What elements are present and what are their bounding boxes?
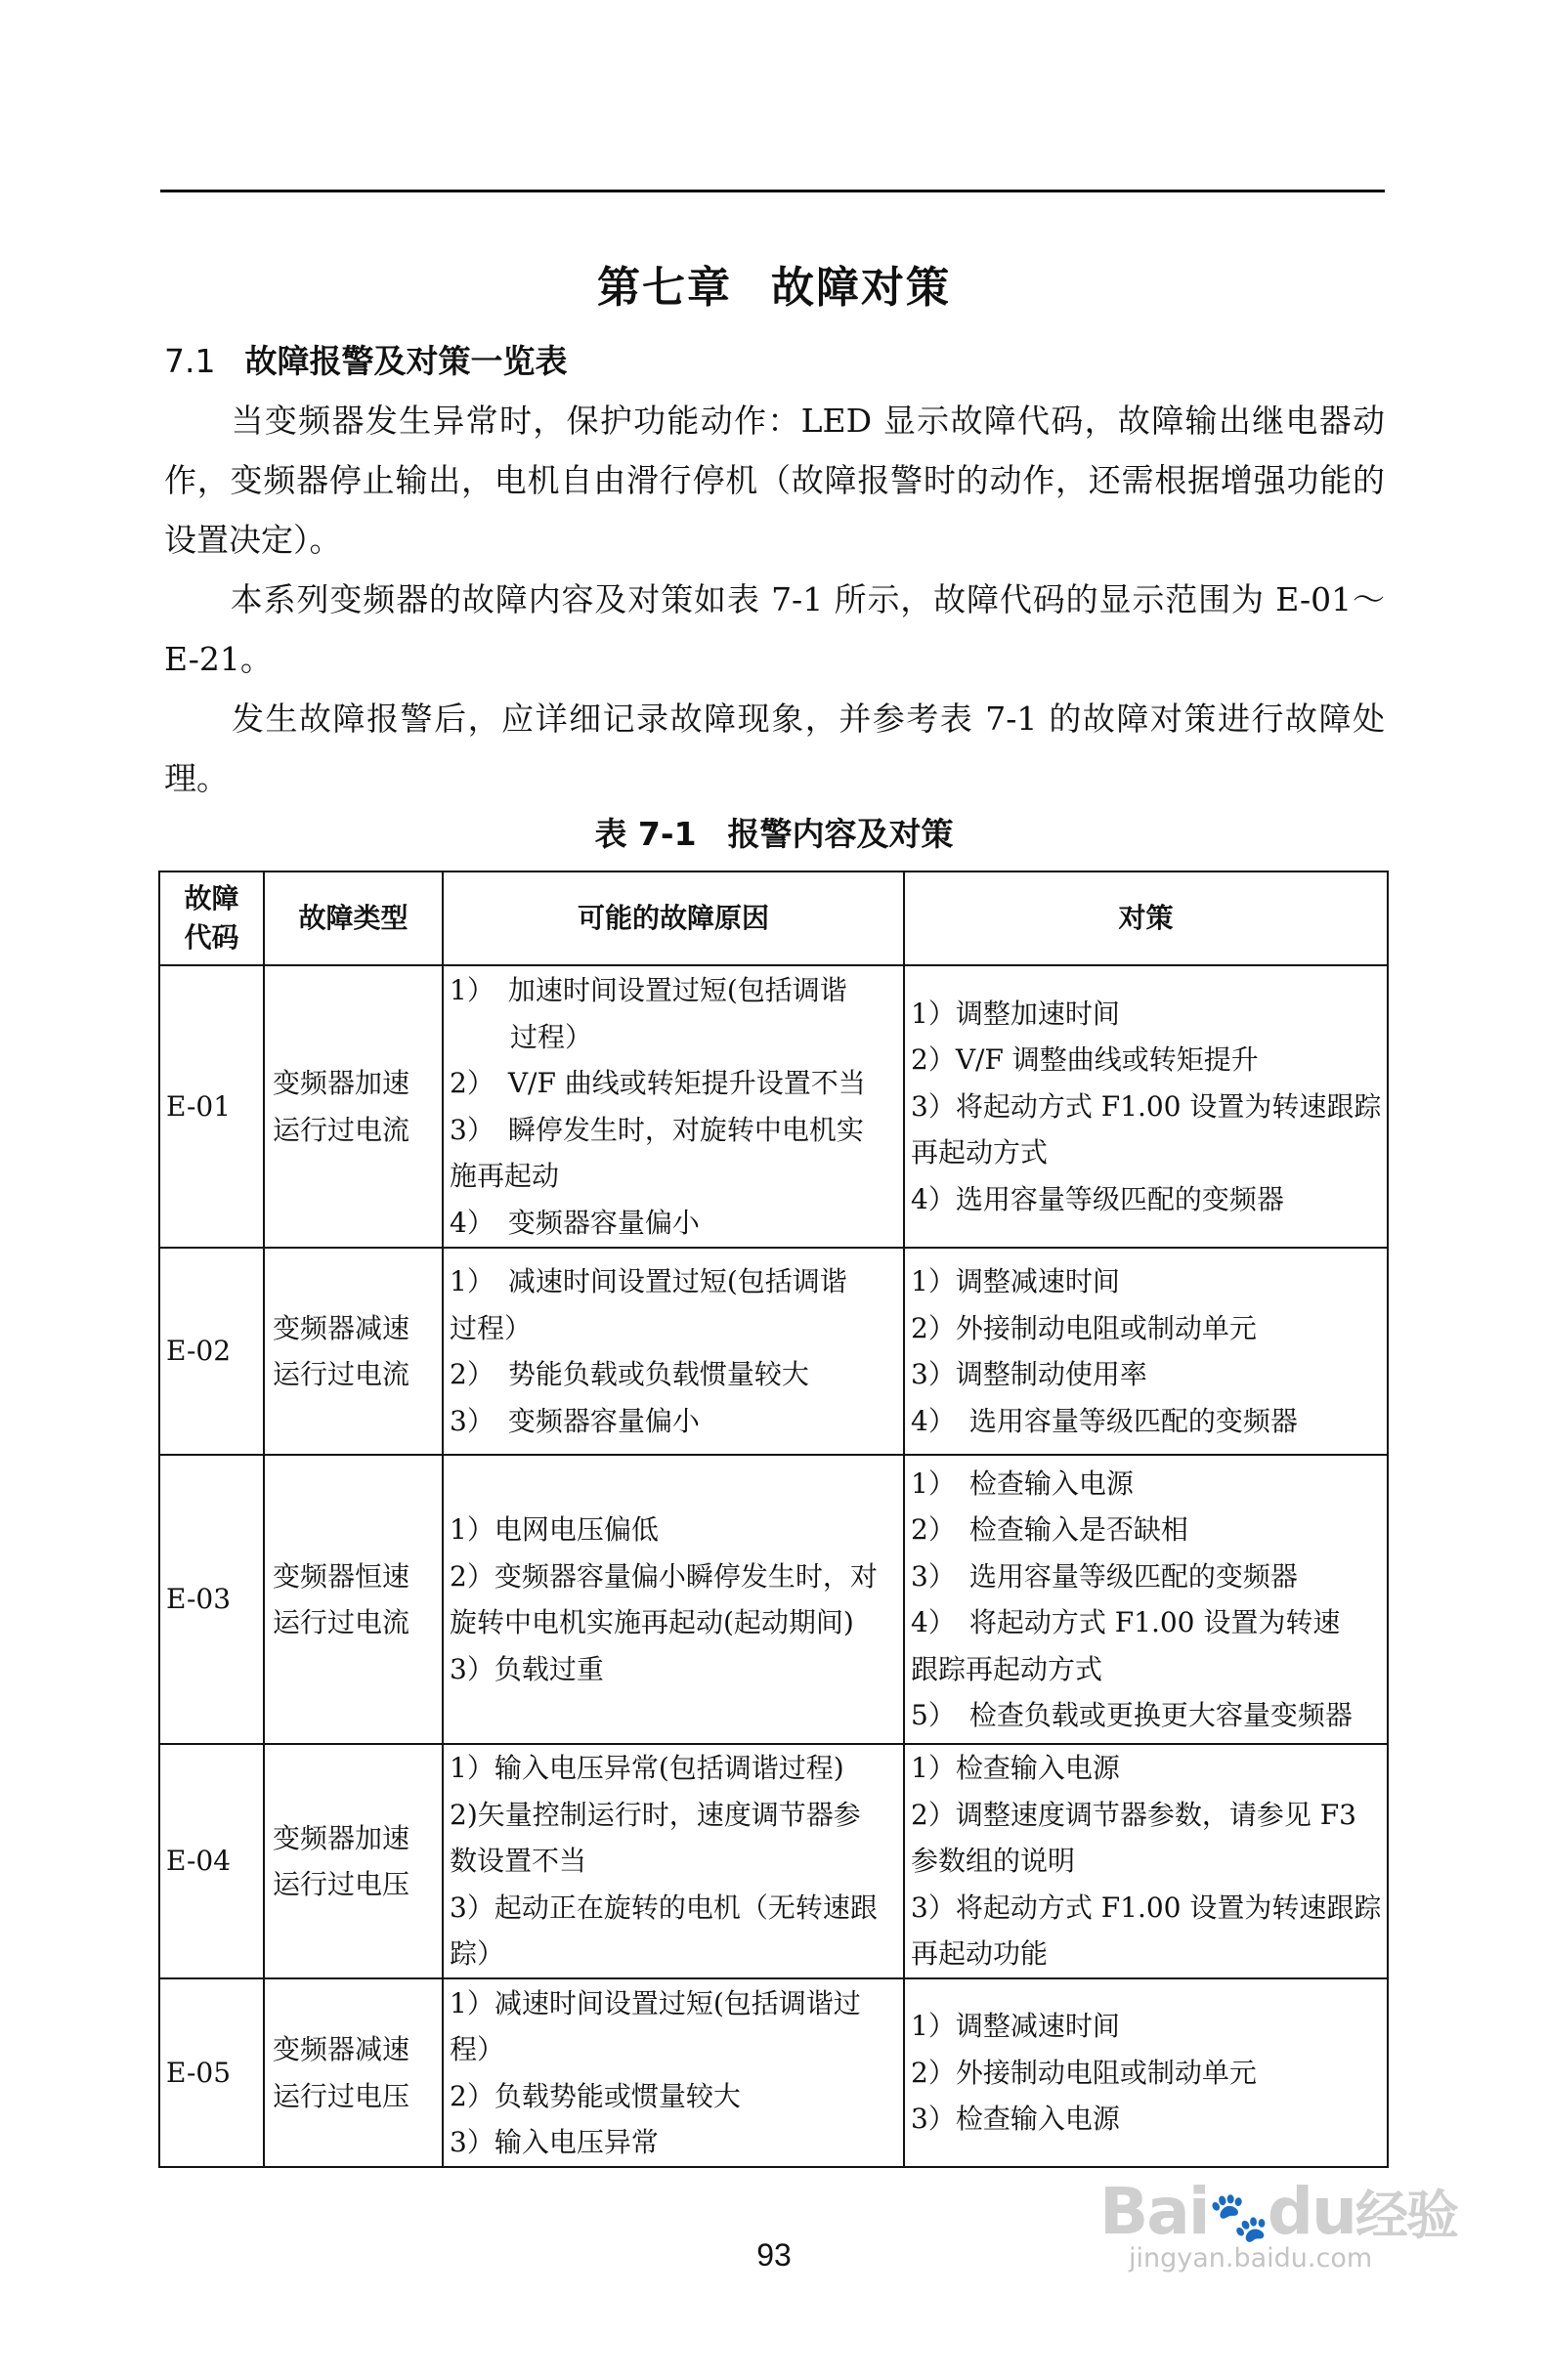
fault-type-cell [264,965,443,1248]
measure-line: 3）调整制动使用率 [911,1358,1147,1390]
fault-code: E-01 [166,1089,232,1123]
cause-line: 数设置不当 [450,1845,587,1878]
fault-type-line: 运行过电流 [273,1606,410,1638]
table-row [159,965,1388,1248]
measure-line: 跟踪再起动方式 [911,1652,1103,1685]
page-number: 93 [756,2237,792,2273]
cause-line: 2)矢量控制运行时，速度调节器参 [450,1798,861,1831]
fault-type-cell [264,1248,443,1455]
fault-code: E-03 [166,1583,232,1616]
cause-line: 3）负载过重 [450,1652,604,1685]
fault-type-line: 运行过电压 [273,1868,410,1900]
paragraph: 本系列变频器的故障内容及对策如表 7-1 所示，故障代码的显示范围为 E-01～E-21。 [164,580,1385,678]
section-number: 7.1 [164,342,216,380]
cause-line: 1）电网电压偏低 [450,1513,659,1546]
paragraph: 发生故障报警后，应详细记录故障现象，并参考表 7-1 的故障对策进行故障处理。 [164,700,1385,797]
cause-line: 旋转中电机实施再起动(起动期间) [450,1606,854,1638]
measure-line: 3）将起动方式 F1.00 设置为转速跟踪 [911,1891,1382,1924]
measure-line: 4） 将起动方式 F1.00 设置为转速 [911,1606,1341,1638]
table-header-row [159,871,1388,965]
measure-line: 2）V/F 调整曲线或转矩提升 [911,1043,1259,1077]
cause-line: 3）起动正在旋转的电机（无转速跟 [450,1891,878,1924]
header-type: 故障类型 [264,871,443,965]
fault-code-cell [159,965,264,1248]
cause-line: 1） 减速时间设置过短(包括调谐 [450,1265,847,1297]
watermark-logo: Bai🐾du经验 [1099,2174,1457,2249]
fault-type-line: 变频器减速 [273,1311,410,1344]
fault-type-line: 变频器减速 [273,2033,410,2065]
section-title: 故障报警及对策一览表 [244,342,568,380]
fault-code-cell [159,1455,264,1744]
header-rule [160,190,1385,192]
cause-line: 3） 变频器容量偏小 [450,1404,700,1437]
table-row [159,1744,1388,1978]
fault-code-cell [159,1978,264,2167]
measure-line: 再起动功能 [911,1937,1049,1971]
chapter-number: 第七章 [597,263,732,313]
measure-line: 4）选用容量等级匹配的变频器 [911,1182,1284,1215]
fault-code-cell [159,1248,264,1455]
measure-line: 1） 检查输入电源 [911,1466,1134,1500]
fault-code: E-04 [166,1845,232,1878]
table-row [159,1978,1388,2167]
table-caption [0,809,1548,855]
table-row [159,1248,1388,1455]
cause-line: 2） 势能负载或负载惯量较大 [450,1358,809,1390]
table-row [159,1455,1388,1744]
fault-type-line: 运行过电压 [273,2079,410,2112]
cause-line: 1）减速时间设置过短(包括调谐过 [450,1986,861,2019]
fault-type-line: 变频器恒速 [273,1559,410,1593]
measure-line: 2）外接制动电阻或制动单元 [911,2056,1257,2089]
cause-line: 4） 变频器容量偏小 [450,1206,700,1239]
fault-type-line: 运行过电流 [273,1358,410,1390]
measure-cell [904,1744,1388,1978]
fault-type-cell [264,1455,443,1744]
fault-type-cell [264,1978,443,2167]
measure-cell [904,1978,1388,2167]
section-heading [164,336,567,382]
cause-line: 2）变频器容量偏小瞬停发生时，对 [450,1559,878,1593]
header-cause: 可能的故障原因 [443,871,904,965]
measure-line: 1）检查输入电源 [911,1752,1120,1785]
measure-cell [904,965,1388,1248]
measure-line: 3）检查输入电源 [911,2103,1120,2136]
cause-line: 3） 瞬停发生时，对旋转中电机实 [450,1113,864,1146]
cause-cell [443,965,904,1248]
cause-line: 3）输入电压异常 [450,2126,659,2158]
measure-line: 3） 选用容量等级匹配的变频器 [911,1559,1298,1593]
measure-line: 2） 检查输入是否缺相 [911,1513,1188,1546]
cause-cell [443,1248,904,1455]
chapter-title [0,252,1548,315]
measure-cell [904,1248,1388,1455]
measure-line: 4） 选用容量等级匹配的变频器 [911,1404,1298,1437]
watermark-url: jingyan.baidu.com [1129,2243,1373,2274]
fault-type-line: 运行过电流 [273,1113,410,1146]
measure-cell [904,1455,1388,1744]
caption-title: 报警内容及对策 [727,815,954,853]
chapter-name: 故障对策 [771,263,951,313]
header-measure: 对策 [904,871,1388,965]
measure-line: 1）调整减速时间 [911,2010,1120,2043]
cause-line: 1）输入电压异常(包括调谐过程) [450,1752,844,1785]
cause-line: 程） [450,2033,505,2065]
baidu-jingyan-watermark [1099,2174,1457,2274]
fault-type-line: 变频器加速 [273,1821,410,1854]
header-code: 故障代码 [159,871,264,965]
measure-line: 5） 检查负载或更换更大容量变频器 [911,1699,1353,1731]
fault-code: E-02 [166,1335,232,1368]
cause-cell [443,1978,904,2167]
measure-line: 2）外接制动电阻或制动单元 [911,1311,1257,1344]
fault-code-cell [159,1744,264,1978]
measure-line: 再起动方式 [911,1136,1049,1169]
measure-line: 1）调整减速时间 [911,1265,1120,1297]
paragraph: 当变频器发生异常时，保护功能动作：LED 显示故障代码，故障输出继电器动作，变频器停止输出，电机自由滑行停机（故障报警时的动作，还需根据增强功能的设置决定）。 [164,402,1385,559]
cause-line: 踪） [450,1937,505,1971]
cause-line: 2） V/F 曲线或转矩提升设置不当 [450,1067,866,1099]
cause-line: 2）负载势能或惯量较大 [450,2079,741,2112]
cause-line: 过程） [510,1020,593,1053]
measure-line: 2）调整速度调节器参数，请参见 F3 [911,1798,1356,1831]
caption-number: 表 7-1 [594,815,697,853]
cause-cell [443,1744,904,1978]
measure-line: 3）将起动方式 F1.00 设置为转速跟踪 [911,1089,1382,1123]
cause-line: 施再起动 [450,1160,560,1192]
fault-table [158,871,1389,2168]
measure-line: 参数组的说明 [911,1845,1076,1878]
fault-code: E-05 [166,2056,232,2089]
fault-type-line: 变频器加速 [273,1067,410,1099]
fault-type-cell [264,1744,443,1978]
cause-line: 1） 加速时间设置过短(包括调谐 [450,974,847,1006]
measure-line: 1）调整加速时间 [911,997,1120,1030]
cause-cell [443,1455,904,1744]
cause-line: 过程） [450,1311,533,1344]
